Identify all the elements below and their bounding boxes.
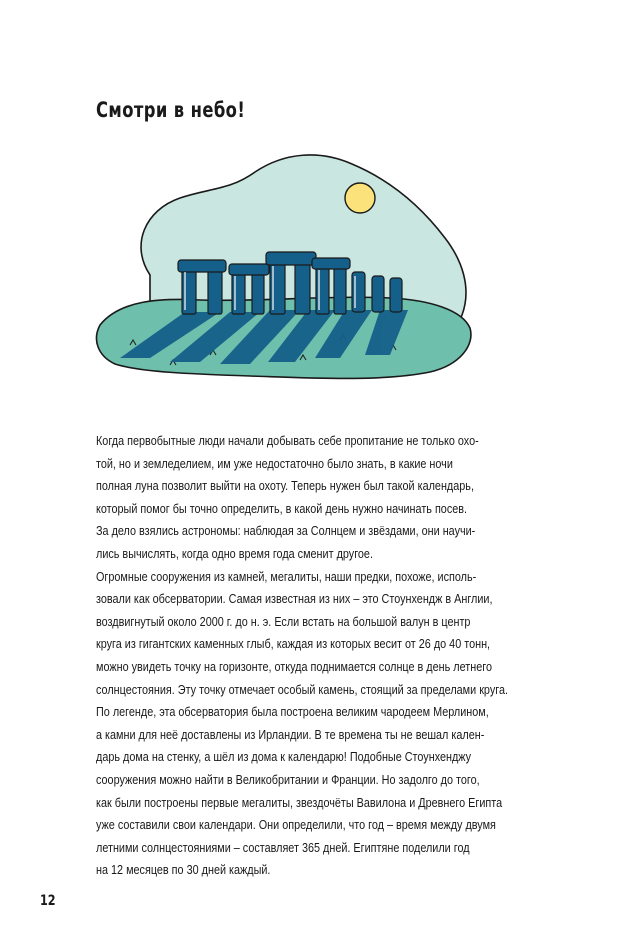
text-line: летними солнцестояниями – составляет 365 дней. Египтяне поделили год (96, 840, 470, 855)
text-line: дарь дома на стенку, а шёл из дома к календарю! Подобные Стоунхенджу (96, 750, 472, 765)
body-text (96, 430, 540, 882)
text-line: За дело взялись астрономы: наблюдая за Солнцем и звёздами, они научи- (96, 524, 476, 539)
text-line: на 12 месяцев по 30 дней каждый. (96, 863, 271, 878)
page-number: 12 (40, 893, 56, 909)
text-line: Огромные сооружения из камней, мегалиты, наши предки, похоже, исполь- (96, 569, 477, 584)
text-line: солнцестояния. Эту точку отмечает особый камень, стоящий за пределами круга. (96, 682, 508, 697)
text-line: полная луна позволит выйти на охоту. Теперь нужен был такой календарь, (96, 479, 474, 494)
text-line: как были построены первые мегалиты, звездочёты Вавилона и Древнего Египта (96, 795, 503, 810)
text-line: который помог бы точно определить, в какой день нужно начинать посев. (96, 501, 468, 516)
text-line: воздвигнутый около 2000 г. до н. э. Если встать на большой валун в центр (96, 614, 471, 629)
text-line: лись вычислять, когда одно время года сменит другое. (96, 546, 373, 561)
sun-icon (345, 183, 375, 213)
text-line: а камни для неё доставлены из Ирландии. В те времена ты не вешал кален- (96, 727, 485, 742)
text-line: можно увидеть точку на горизонте, откуда поднимается солнце в день летнего (96, 659, 492, 674)
text-line: Когда первобытные люди начали добывать себе пропитание не только охо- (96, 434, 479, 448)
page-title: Смотри в небо! (96, 98, 246, 122)
text-line: уже составили свои календари. Они определили, что год – время между двумя (96, 818, 496, 833)
text-line: зовали как обсерватории. Самая известная из них – это Стоунхендж в Англии, (96, 592, 493, 607)
stonehenge-illustration (90, 150, 475, 385)
text-line: сооружения можно найти в Великобритании и Франции. Но задолго до того, (96, 772, 480, 787)
text-line: круга из гигантских каменных глыб, каждая из которых весит от 26 до 40 тонн, (96, 637, 491, 652)
text-line: той, но и земледелием, им уже недостаточно было знать, в какие ночи (96, 456, 453, 471)
text-line: По легенде, эта обсерватория была построена великим чародеем Мерлином, (96, 705, 489, 720)
